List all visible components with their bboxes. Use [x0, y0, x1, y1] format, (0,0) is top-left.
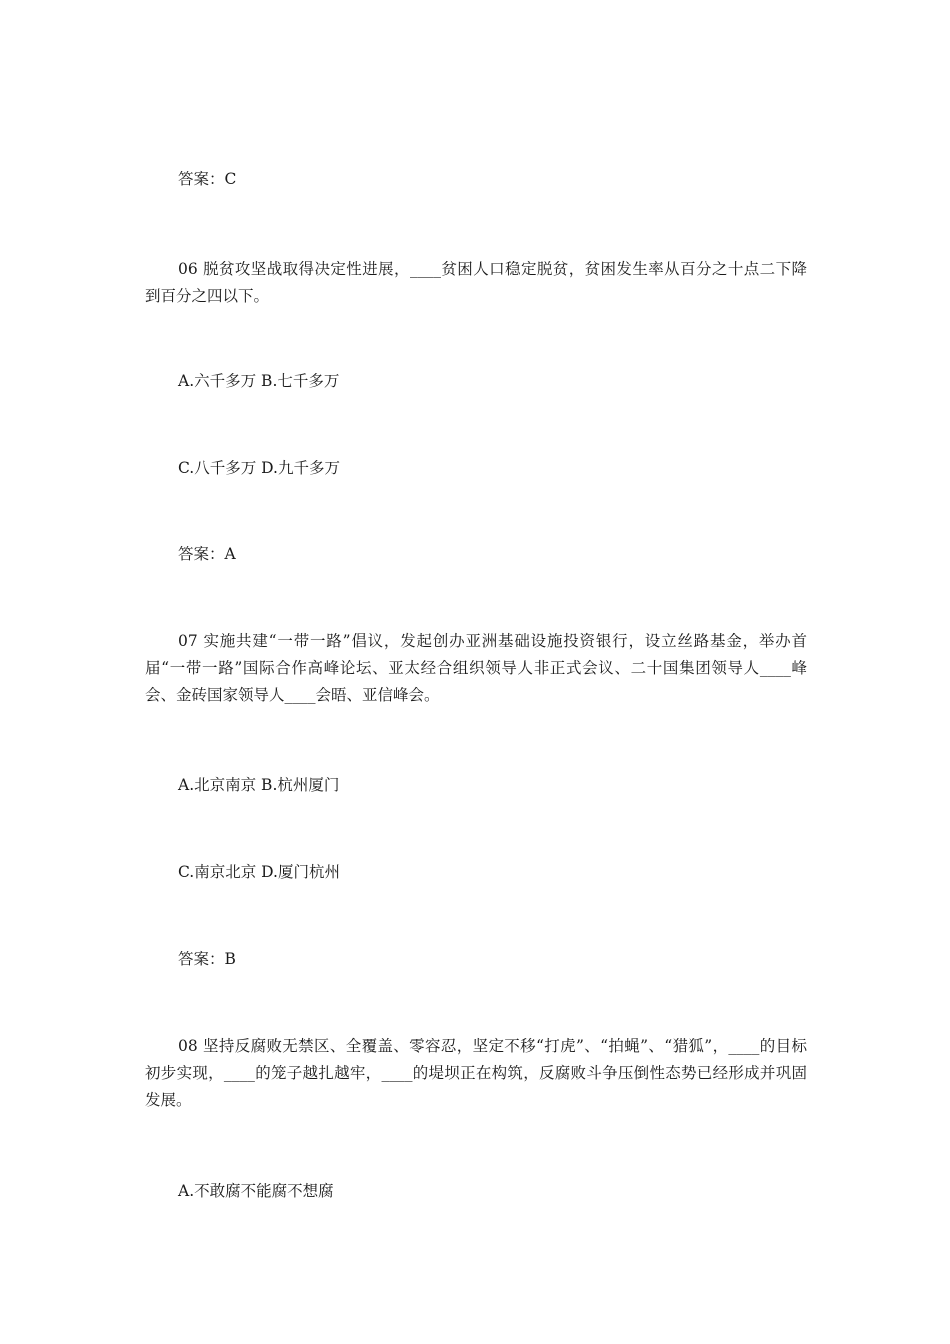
answer-06-text: 答案：A	[178, 545, 236, 563]
answer-07-text: 答案：B	[178, 950, 236, 968]
answer-05-text: 答案：C	[178, 170, 237, 188]
question-06-options-cd: C.八千多万 D.九千多万	[178, 459, 340, 477]
question-06-options-ab: A.六千多万 B.七千多万	[178, 372, 340, 390]
question-07-text: 07 实施共建“一带一路”倡议，发起创办亚洲基础设施投资银行，设立丝路基金，举办首届“一带一路”国际合作高峰论坛、亚太经合组织领导人非正式会议、二十国集团领导人____峰会、金砖国家领导人____会晤、亚信峰会。	[145, 632, 807, 704]
question-06-text: 06 脱贫攻坚战取得决定性进展，____贫困人口稳定脱贫，贫困发生率从百分之十点二下降到百分之四以下。	[145, 260, 807, 305]
question-08-option-a: A.不敢腐不能腐不想腐	[178, 1182, 334, 1200]
question-08-text: 08 坚持反腐败无禁区、全覆盖、零容忍，坚定不移“打虎”、“拍蝇”、“猎狐”，____的目标初步实现，____的笼子越扎越牢，____的堤坝正在构筑，反腐败斗争压倒性态势已经形成并巩固发展。	[145, 1037, 807, 1109]
question-07-options-cd: C.南京北京 D.厦门杭州	[178, 863, 340, 881]
question-07-options-ab: A.北京南京 B.杭州厦门	[178, 776, 340, 794]
